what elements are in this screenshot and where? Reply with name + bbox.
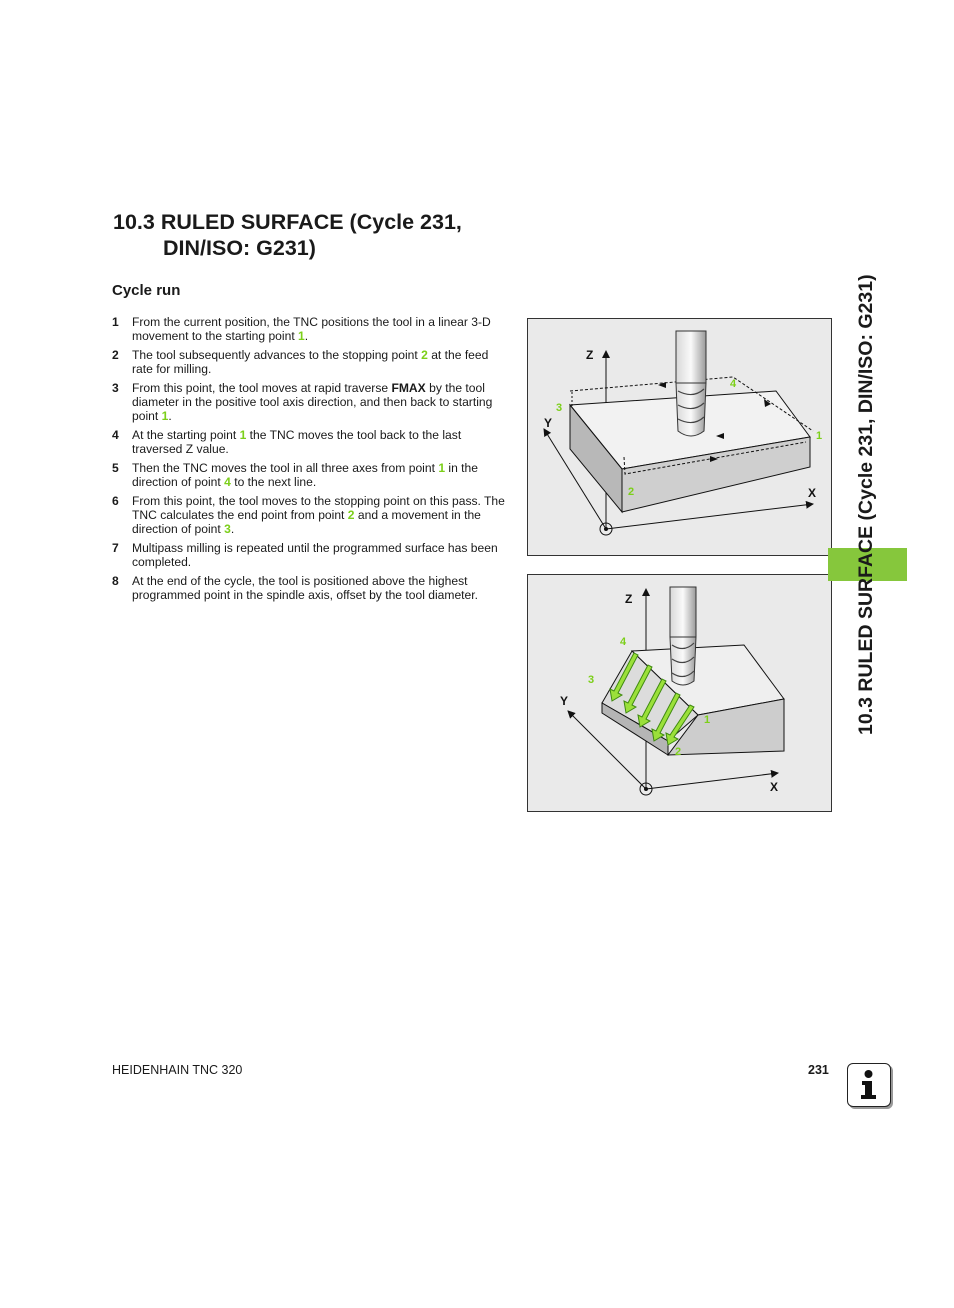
point-reference: 3	[224, 522, 231, 536]
point-reference: 2	[421, 348, 428, 362]
step-text: At the starting point	[132, 428, 240, 442]
cycle-step	[112, 461, 508, 489]
y-axis-label: Y	[560, 694, 569, 708]
page-title	[113, 209, 533, 261]
step-number: 3	[112, 381, 119, 395]
point-reference: 1	[161, 409, 169, 423]
cycle-step	[112, 315, 508, 343]
step-number: 5	[112, 461, 119, 475]
cycle-step	[112, 428, 508, 456]
step-text: the TNC moves the tool back to the last traversed Z value.	[132, 428, 462, 456]
z-axis-label: Z	[625, 592, 633, 606]
cycle-step	[112, 494, 508, 536]
point-4-label: 4	[620, 636, 627, 648]
point-reference: 1	[298, 329, 305, 343]
step-text: From this point, the tool moves to the stopping point on this pass. The TNC calculates the end point from point	[132, 494, 505, 522]
y-axis-label: Y	[544, 416, 553, 430]
side-tab-text: 10.3 RULED SURFACE (Cycle 231, DIN/ISO: G231)	[855, 274, 877, 735]
footer-product-name: HEIDENHAIN TNC 320	[112, 1063, 243, 1077]
step-number: 6	[112, 494, 119, 508]
point-reference: 1	[239, 428, 247, 442]
cycle-step	[112, 381, 508, 423]
step-text: by the tool diameter in the positive tool axis direction, and then back to starting point	[132, 381, 493, 423]
cycle-step	[112, 541, 508, 569]
step-number: 1	[112, 315, 119, 329]
point-reference: 4	[224, 475, 231, 489]
point-reference: 1	[438, 461, 446, 475]
point-reference: 2	[347, 508, 355, 522]
section-subtitle: Cycle run	[112, 282, 181, 299]
step-text: Then the TNC moves the tool in all three axes from point	[132, 461, 439, 475]
figure-ruled-surface-path	[527, 318, 832, 556]
point-3-label: 3	[556, 402, 563, 414]
step-number: 4	[112, 428, 119, 442]
step-text: At the end of the cycle, the tool is positioned above the highest programmed point in the spindle axis, offset by the tool diameter.	[132, 574, 478, 602]
keyword: FMAX	[391, 381, 426, 395]
step-number: 8	[112, 574, 119, 588]
figure-1-drawing	[528, 319, 831, 555]
step-text: From this point, the tool moves at rapid traverse	[132, 381, 392, 395]
step-text: Multipass milling is repeated until the programmed surface has been completed.	[132, 541, 498, 569]
tool-shank	[670, 587, 696, 637]
step-text: and a movement in the direction of point	[132, 508, 481, 536]
footer-page-number: 231	[808, 1063, 829, 1077]
step-text: From the current position, the TNC positions the tool in a linear 3-D movement to the starting point	[132, 315, 491, 343]
x-axis-label: X	[770, 780, 779, 794]
tool-shank	[676, 331, 706, 383]
point-4-label: 4	[730, 378, 737, 390]
step-text: .	[304, 329, 309, 343]
step-text: to the next line.	[230, 475, 317, 489]
z-axis-label: Z	[586, 348, 594, 362]
info-icon	[847, 1063, 891, 1107]
point-1-label: 1	[704, 714, 711, 726]
point-2-label: 2	[628, 486, 635, 498]
step-text: at the feed rate for milling.	[132, 348, 489, 376]
cycle-step	[112, 574, 508, 602]
title-line-1: 10.3 RULED SURFACE (Cycle 231,	[113, 210, 462, 234]
cycle-step	[112, 348, 508, 376]
cycle-steps-list	[112, 315, 508, 607]
x-axis-label: X	[808, 486, 817, 500]
point-3-label: 3	[588, 674, 595, 686]
figure-ruled-surface-3d	[527, 574, 832, 812]
step-number: 7	[112, 541, 119, 555]
step-text: .	[168, 409, 172, 423]
title-line-2: DIN/ISO: G231)	[163, 236, 316, 260]
point-1-label: 1	[816, 430, 823, 442]
step-number: 2	[112, 348, 119, 362]
figure-2-drawing	[528, 575, 831, 811]
step-text: .	[230, 522, 235, 536]
step-text: The tool subsequently advances to the stopping point	[132, 348, 422, 362]
x-axis-line	[646, 773, 778, 789]
step-text: in the direction of point	[132, 461, 478, 489]
point-2-label: 2	[675, 746, 682, 758]
